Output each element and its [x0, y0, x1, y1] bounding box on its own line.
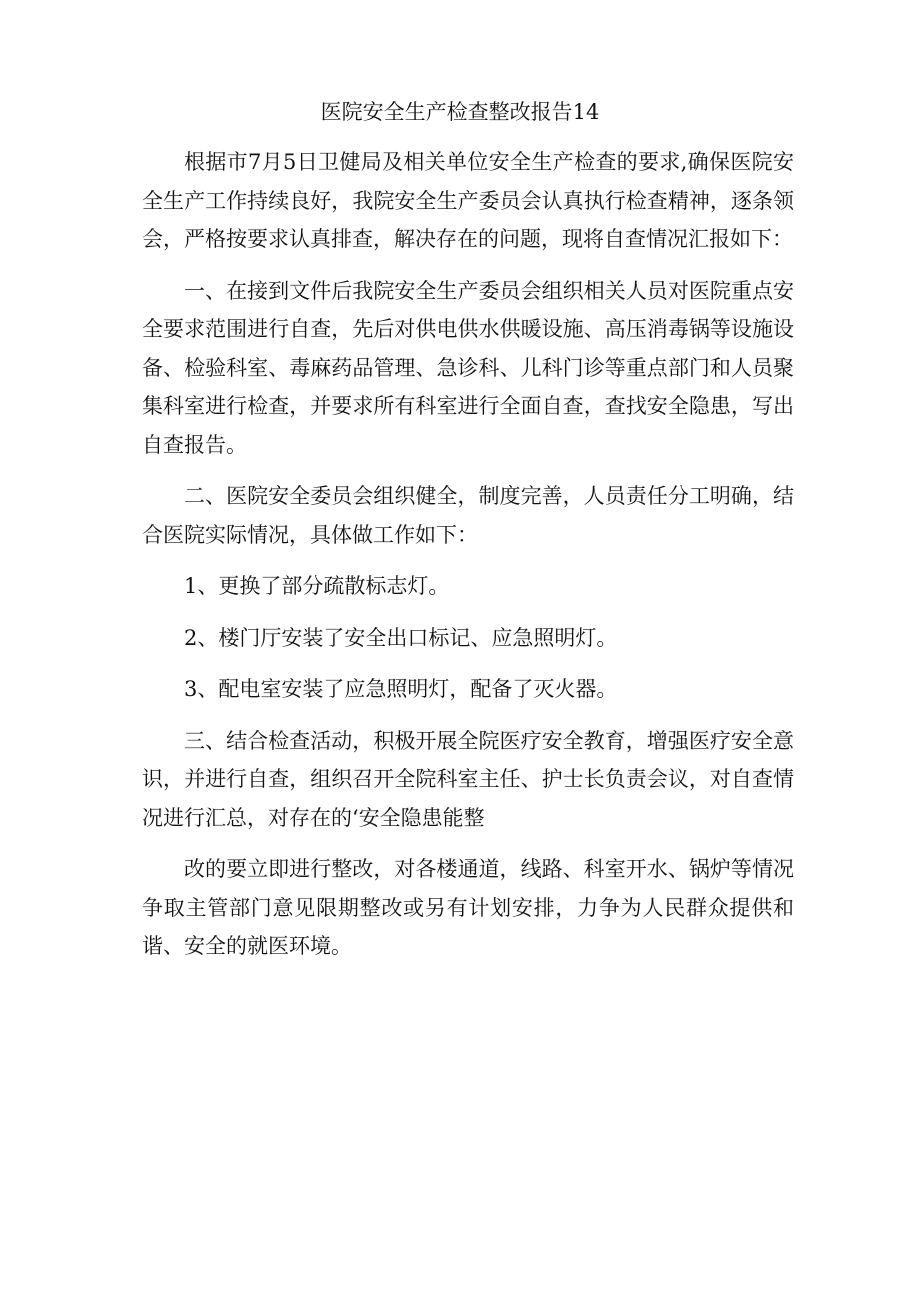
- list-item-1: 1、更换了部分疏散标志灯。: [184, 574, 450, 598]
- paragraph-intro: 根据市7月5日卫健局及相关单位安全生产检查的要求,确保医院安全生产工作持续良好，我院安全生产委员会认真执行检查精神，逐条领会，严格按要求认真排查，解决存在的问题，现将自查情况汇报如下：: [142, 150, 794, 251]
- list-item-3: 3、配电室安装了应急照明灯，配备了灭火器。: [184, 677, 618, 701]
- paragraph-section-2: 二、医院安全委员会组织健全，制度完善，人员责任分工明确，结合医院实际情况，具体做工作如下：: [142, 484, 794, 547]
- document-title: 医院安全生产检查整改报告14: [320, 100, 600, 124]
- document-body: [142, 143, 794, 966]
- paragraph-section-1: 一、在接到文件后我院安全生产委员会组织相关人员对医院重点安全要求范围进行自查，先后对供电供水供暖设施、高压消毒锅等设施设备、检验科室、毒麻药品管理、急诊科、儿科门诊等重点部门和人员聚集科室进行检查，并要求所有科室进行全面自查，查找安全隐患，写出自查报告。: [142, 278, 794, 457]
- paragraph-section-3-continued: 改的要立即进行整改，对各楼通道，线路、科室开水、锅炉等情况争取主管部门意见限期整改或另有计划安排，力争为人民群众提供和谐、安全的就医环境。: [142, 857, 794, 958]
- paragraph-section-3: 三、结合检查活动，积极开展全院医疗安全教育，增强医疗安全意识，并进行自查，组织召开全院科室主任、护士长负责会议，对自查情况进行汇总，对存在的‘安全隐患能整: [142, 728, 794, 830]
- list-item-2: 2、楼门厅安装了安全出口标记、应急照明灯。: [184, 625, 618, 650]
